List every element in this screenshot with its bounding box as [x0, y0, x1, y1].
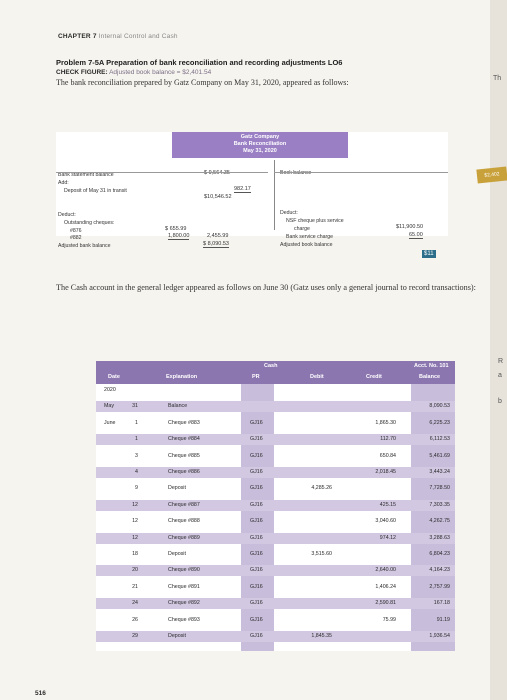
cheque-882-value: 1,800.00 — [168, 233, 190, 239]
ledger-cell-e: Cheque #893 — [168, 616, 200, 623]
ledger-cell-d: 20 — [132, 567, 138, 574]
ledger-cell-m: 2020 — [104, 387, 116, 393]
ledger-cell-pr: GJ16 — [250, 534, 263, 541]
problem-intro: The bank reconciliation prepared by Gatz Company on May 31, 2020, appeared as follows: — [56, 78, 349, 87]
chapter-label: CHAPTER 7 — [58, 33, 97, 40]
table-row — [96, 434, 455, 445]
ledger-cell-bal: 6,225.23 — [429, 419, 450, 426]
ledger-cell-e: Cheque #885 — [168, 452, 200, 459]
reconciliation-header: Gatz Company Bank Reconciliation May 31, 2020 — [172, 132, 348, 158]
facing-page-edge: Th R a b — [490, 0, 507, 700]
ledger-cell-e: Cheque #890 — [168, 567, 200, 574]
ledger-cell-cr: 1,865.30 — [375, 419, 396, 426]
ledger-cell-d: 9 — [135, 485, 138, 492]
ledger-cell-pr: GJ16 — [250, 551, 263, 557]
ledger-cell-e: Cheque #888 — [168, 518, 200, 525]
ledger-cell-pr: GJ16 — [250, 567, 263, 574]
ledger-cell-dr: 3,515.60 — [311, 551, 332, 557]
ledger-cell-bal: 8,090.53 — [429, 403, 450, 410]
ledger-cell-pr: GJ16 — [250, 616, 263, 623]
ledger-cell-d: 31 — [132, 403, 138, 410]
ledger-cell-cr: 2,590.81 — [375, 600, 396, 607]
table-row — [96, 401, 455, 412]
ledger-cell-bal: 91.19 — [436, 616, 450, 623]
problem-title: Problem 7-5A Preparation of bank reconciliation and recording adjustments LO6 — [56, 58, 343, 67]
ledger-cell-m: June — [104, 419, 116, 426]
ledger-cell-pr: GJ16 — [250, 518, 263, 525]
ledger-cell-e: Cheque #887 — [168, 501, 200, 508]
table-row — [96, 516, 455, 527]
ledger-cell-e: Cheque #892 — [168, 600, 200, 607]
ledger-cell-d: 3 — [135, 452, 138, 459]
ledger-header: Cash Acct. No. 101 Date Explanation PR Debit Credit Balance — [96, 361, 455, 384]
table-row — [96, 582, 455, 593]
bank-charge-value: 65.00 — [409, 232, 423, 238]
ledger-cell-d: 29 — [132, 633, 138, 639]
ledger-cell-e: Cheque #886 — [168, 469, 200, 475]
ledger-cell-bal: 167.18 — [433, 600, 450, 607]
table-row — [96, 451, 455, 462]
ledger-cell-e: Cheque #889 — [168, 534, 200, 541]
lo-label: LO6 — [327, 58, 343, 67]
subtotal-value: $10,546.52 — [204, 194, 232, 200]
ledger-cell-pr: GJ16 — [250, 485, 263, 492]
ledger-cell-e: Cheque #884 — [168, 436, 200, 443]
ledger-cell-bal: 6,804.23 — [429, 551, 450, 557]
ledger-cell-e: Cheque #883 — [168, 419, 200, 426]
ledger-cell-cr: 1,406.24 — [375, 583, 396, 590]
deposit-value: 982.17 — [234, 186, 251, 192]
ledger-cell-d: 1 — [135, 419, 138, 426]
ledger-cell-pr: GJ16 — [250, 452, 263, 459]
ledger-cell-bal: 3,288.63 — [429, 534, 450, 541]
account-number: Acct. No. 101 — [414, 363, 449, 369]
cropped-value: $11 — [424, 251, 434, 257]
ledger-cell-e: Deposit — [168, 485, 186, 492]
ledger-cell-bal: 1,936.54 — [429, 633, 450, 639]
ledger-cell-bal: 3,443.24 — [429, 469, 450, 475]
ledger-cell-d: 21 — [132, 583, 138, 590]
ledger-cell-dr: 4,285.26 — [311, 485, 332, 492]
adjusted-bank-value: $ 8,090.53 — [203, 241, 229, 247]
ledger-cell-e: Balance — [168, 403, 188, 410]
ledger-cell-pr: GJ16 — [250, 600, 263, 607]
table-row — [96, 533, 455, 544]
ledger-cell-bal: 7,728.50 — [429, 485, 450, 492]
margin-badge: $2,402 — [476, 166, 507, 183]
chapter-title: Internal Control and Cash — [98, 33, 178, 40]
ledger-cell-cr: 974.12 — [379, 534, 396, 541]
table-row — [96, 467, 455, 478]
ledger-cell-bal: 2,757.99 — [429, 583, 450, 590]
ledger-cell-cr: 2,018.45 — [375, 469, 396, 475]
ledger-cell-bal: 6,112.53 — [429, 436, 450, 443]
check-figure: CHECK FIGURE: Adjusted book balance = $2,401.54 — [56, 69, 212, 76]
ledger-cell-e: Deposit — [168, 633, 186, 639]
ledger-cell-pr: GJ16 — [250, 469, 263, 475]
ledger-cell-bal: 4,164.23 — [429, 567, 450, 574]
ledger-cell-pr: GJ16 — [250, 501, 263, 508]
account-name: Cash — [264, 363, 278, 369]
bank-balance-label: Bank statement balance — [58, 172, 114, 178]
ledger-cell-cr: 75.99 — [382, 616, 396, 623]
ledger-cell-cr: 425.15 — [379, 501, 396, 508]
nsf-cheque-value: $11,900.50 — [396, 224, 424, 230]
problem-header — [56, 58, 476, 88]
table-row — [96, 615, 455, 626]
table-row — [96, 598, 455, 609]
ledger-cell-d: 26 — [132, 616, 138, 623]
ledger-cell-cr: 650.84 — [379, 452, 396, 459]
ledger-cell-d: 18 — [132, 551, 138, 557]
ledger-cell-e: Deposit — [168, 551, 186, 557]
ledger-cell-pr: GJ16 — [250, 419, 263, 426]
cash-ledger-table — [96, 361, 455, 651]
ledger-cell-d: 4 — [135, 469, 138, 475]
table-row — [96, 500, 455, 511]
cash-account-paragraph: The Cash account in the general ledger appeared as follows on June 30 (Gatz uses only a general journal to record transactions): — [56, 283, 476, 292]
table-row — [96, 385, 455, 396]
ledger-cell-e: Cheque #891 — [168, 583, 200, 590]
ledger-cell-d: 12 — [132, 534, 138, 541]
bank-balance-value: $ 9,564.35 — [204, 170, 230, 176]
ledger-cell-m: May — [104, 403, 115, 410]
table-row — [96, 631, 455, 642]
ledger-cell-cr: 112.70 — [380, 436, 396, 443]
ledger-cell-d: 1 — [135, 436, 138, 443]
outstanding-total: 2,455.99 — [207, 233, 229, 239]
table-row — [96, 418, 455, 429]
ledger-cell-d: 12 — [132, 518, 138, 525]
ledger-cell-dr: 1,845.35 — [311, 633, 332, 639]
ledger-cell-d: 12 — [132, 501, 138, 508]
table-row — [96, 565, 455, 576]
cheque-876-value: $ 655.99 — [165, 226, 187, 232]
table-row — [96, 549, 455, 560]
ledger-cell-pr: GJ16 — [250, 633, 263, 639]
ledger-cell-pr: GJ16 — [250, 583, 263, 590]
ledger-cell-pr: GJ16 — [250, 436, 263, 443]
ledger-cell-d: 24 — [132, 600, 138, 607]
table-row — [96, 483, 455, 494]
ledger-cell-cr: 3,040.60 — [375, 518, 396, 525]
ledger-cell-cr: 2,640.00 — [375, 567, 396, 574]
bank-reconciliation: Gatz Company Bank Reconciliation May 31, 2020 Bank statement balance $ 9,564.35 Add: Deposit of May 31 in transit 982.17 $10,546.52 Deduct: Outstanding cheques: #876 $ 655.99 #882 1,800.00 2,455.99 Adjusted bank balance $ 8,090.53 Book balance Deduct: NSF cheque plus service charge Bank service charge Adjusted book balance $11,900.50 65.00 $11 — [56, 132, 448, 236]
column-divider — [274, 160, 275, 230]
ledger-cell-bal: 7,303.35 — [429, 501, 450, 508]
page-number: 516 — [35, 690, 46, 697]
ledger-cell-bal: 5,461.69 — [429, 452, 450, 459]
chapter-header — [58, 33, 178, 40]
ledger-cell-bal: 4,262.75 — [429, 518, 450, 525]
